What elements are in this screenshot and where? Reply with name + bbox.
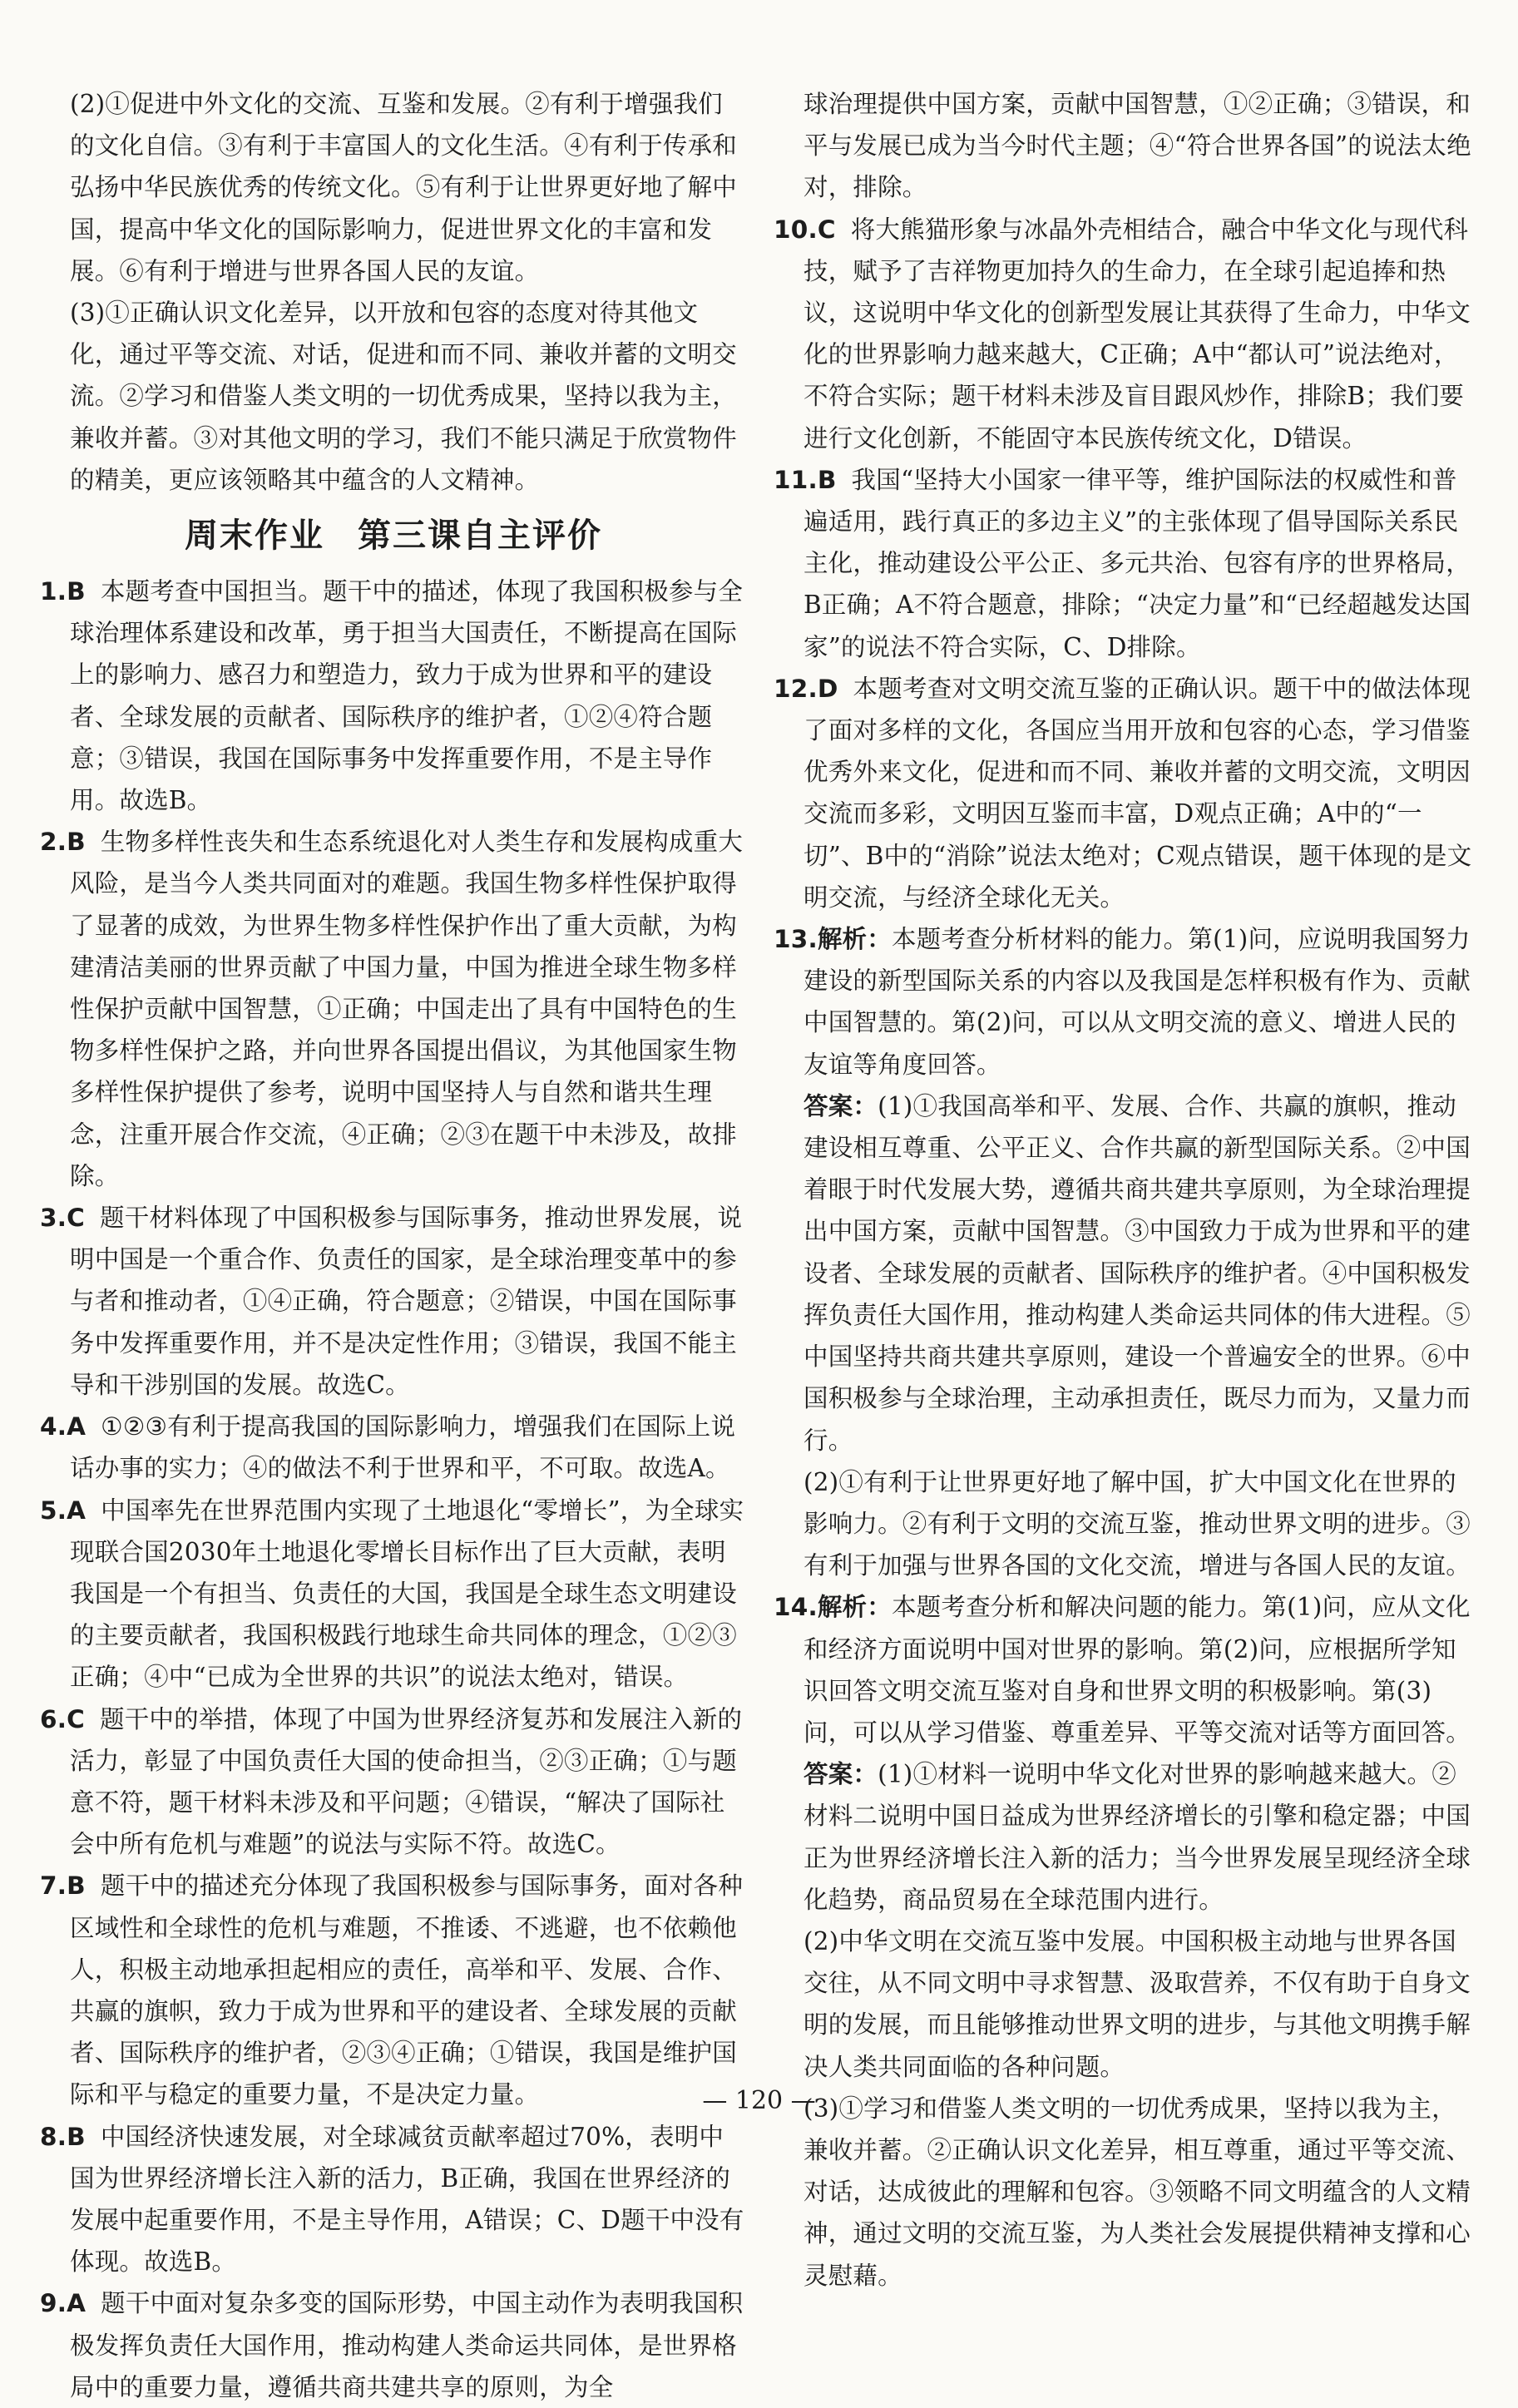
question-13 [774, 918, 1481, 1085]
question-explanation: 我国“坚持大小国家一律平等，维护国际法的权威性和普遍适用，践行真正的多边主义”的主张体现了倡导国际关系民主化，推动建设公平公正、多元共治、包容有序的世界格局，B正确；A不符合题意，排除；“决定力量”和“已经超越发达国家”的说法不符合实际，C、D排除。 [804, 465, 1471, 661]
question-number: 10. [774, 215, 818, 244]
answer-letter: D [817, 674, 838, 703]
question-13-answer-2: (2)①有利于让世界更好地了解中国，扩大中国文化在世界的影响力。②有利于文明的交流互鉴，推动世界文明的进步。③有利于加强与世界各国的文化交流，增进与各国人民的友谊。 [804, 1467, 1471, 1580]
question-explanation: 题干中的描述充分体现了我国积极参与国际事务，面对各种区域性和全球性的危机与难题，不推诿、不逃避，也不依赖他人，积极主动地承担起相应的责任，高举和平、发展、合作、共赢的旗帜，致力于成为世界和平的建设者、全球发展的贡献者、国际秩序的维护者，②③④正确；①错误，我国是维护国际和平与稳定的重要力量，不是决定力量。 [70, 1872, 744, 2109]
question-number: 8. [40, 2122, 67, 2151]
question-number: 14. [774, 1593, 818, 1622]
section-title [40, 511, 747, 561]
right-column [774, 83, 1481, 2297]
page-number: — 120 — [702, 2086, 816, 2115]
question-9-continued: 球治理提供中国方案，贡献中国智慧，①②正确；③错误，和平与发展已成为当今时代主题；④“符合世界各国”的说法太绝对，排除。 [804, 90, 1471, 202]
left-column [40, 83, 747, 2408]
answer-label: 答案： [804, 1760, 878, 1789]
section-title-sub: 第三课自主评价 [358, 517, 602, 556]
answer-letter: C [817, 215, 836, 244]
answer-letter: B [817, 465, 837, 494]
question-13-answer-1 [804, 1085, 1481, 1461]
answer-letter: B [67, 1872, 86, 1901]
question-number: 6. [40, 1704, 67, 1733]
section-title-main: 周末作业 [185, 517, 324, 556]
answer-letter: A [67, 1412, 87, 1441]
question-number: 5. [40, 1496, 67, 1525]
question-2 [40, 821, 747, 1197]
question-number: 12. [774, 674, 818, 703]
answer-letter: A [67, 1496, 87, 1525]
question-14-answer-2: (2)中华文明在交流互鉴中发展。中国积极主动地与世界各国交往，从不同文明中寻求智慧、汲取营养，不仅有助于自身文明的发展，而且能够推动世界文明的进步，与其他文明携手解决人类共同面临的各种问题。 [804, 1926, 1471, 2081]
question-14-answer-3: (3)①学习和借鉴人类文明的一切优秀成果，坚持以我为主，兼收并蓄。②正确认识文化差异，相互尊重，通过平等交流、对话，达成彼此的理解和包容。③领略不同文明蕴含的人文精神，通过文明的交流互鉴，为人类社会发展提供精神支撑和心灵慰藉。 [804, 2094, 1471, 2290]
question-14-answer-1 [804, 1753, 1481, 1921]
question-11 [774, 459, 1481, 668]
question-14 [774, 1586, 1481, 1753]
question-3 [40, 1197, 747, 1406]
answer-letter: B [67, 577, 86, 606]
question-number: 4. [40, 1412, 67, 1441]
question-explanation: 题干中的举措，体现了中国为世界经济复苏和发展注入新的活力，彰显了中国负责任大国的使命担当，②③正确；①与题意不符，题干材料未涉及和平问题；④错误，“解决了国际社会中所有危机与难题”的说法与实际不符。故选C。 [70, 1704, 743, 1859]
answer-letter: C [67, 1704, 85, 1733]
question-explanation: 本题考查对文明交流互鉴的正确认识。题干中的做法体现了面对多样的文化，各国应当用开放和包容的心态，学习借鉴优秀外来文化，促进和而不同、兼收并蓄的文明交流，文明因交流而多彩，文明因互鉴而丰富，D观点正确；A中的“一切”、B中的“消除”说法太绝对；C观点错误，题干体现的是文明交流，与经济全球化无关。 [804, 674, 1472, 912]
question-1 [40, 571, 747, 821]
question-number: 2. [40, 828, 67, 857]
question-explanation: 中国率先在世界范围内实现了土地退化“零增长”，为全球实现联合国2030年土地退化零增长目标作出了巨大贡献，表明我国是一个有担当、负责任的大国，我国是全球生态文明建设的主要贡献者，我国积极践行地球生命共同体的理念，①②③正确；④中“已成为全世界的共识”的说法太绝对，错误。 [70, 1496, 744, 1692]
question-explanation: ①②③有利于提高我国的国际影响力，增强我们在国际上说话办事的实力；④的做法不利于世界和平，不可取。故选A。 [70, 1412, 736, 1483]
question-explanation: 将大熊猫形象与冰晶外壳相结合，融合中华文化与现代科技，赋予了吉祥物更加持久的生命力，在全球引起追捧和热议，这说明中华文化的创新型发展让其获得了生命力，中华文化的世界影响力越来越大，C正确；A中“都认可”说法绝对，不符合实际；题干材料未涉及盲目跟风炒作，排除B；我们要进行文化创新，不能固守本民族传统文化，D错误。 [804, 215, 1471, 452]
analysis-label: 解析： [817, 925, 892, 954]
question-6 [40, 1698, 747, 1866]
answer-letter: B [67, 2122, 86, 2151]
question-explanation: 题干材料体现了中国积极参与国际事务，推动世界发展，说明中国是一个重合作、负责任的国家，是全球治理变革中的参与者和推动者，①④正确，符合题意；②错误，中国在国际事务中发挥重要作用，并不是决定性作用；③错误，我国不能主导和干涉别国的发展。故选C。 [70, 1204, 743, 1399]
question-number: 9. [40, 2289, 67, 2318]
question-9 [40, 2282, 747, 2408]
answer-letter: C [67, 1204, 85, 1233]
question-number: 1. [40, 577, 67, 606]
question-explanation: 生物多样性丧失和生态系统退化对人类生存和发展构成重大风险，是当今人类共同面对的难题。我国生物多样性保护取得了显著的成效，为世界生物多样性保护作出了重大贡献，为构建清洁美丽的世界贡献了中国力量，中国为推进全球生物多样性保护贡献中国智慧，①正确；中国走出了具有中国特色的生物多样性保护之路，并向世界各国提出倡议，为其他国家生物多样性保护提供了参考，说明中国坚持人与自然和谐共生理念，注重开展合作交流，④正确；②③在题干中未涉及，故排除。 [70, 828, 744, 1190]
question-12 [774, 668, 1481, 918]
question-8 [40, 2116, 747, 2283]
question-explanation: 本题考查中国担当。题干中的描述，体现了我国积极参与全球治理体系建设和改革，勇于担当大国责任，不断提高在国际上的影响力、感召力和塑造力，致力于成为世界和平的建设者、全球发展的贡献者、国际秩序的维护者，①②④符合题意；③错误，我国在国际事务中发挥重要作用，不是主导作用。故选B。 [70, 577, 744, 815]
answer-letter: B [67, 828, 86, 857]
analysis-label: 解析： [817, 1593, 892, 1622]
analysis-text: 本题考查分析和解决问题的能力。第(1)问，应从文化和经济方面说明中国对世界的影响。第(2)问，应根据所学知识回答文明交流互鉴对自身和世界文明的积极影响。第(3)问，可以从学习借鉴、尊重差异、平等交流对话等方面回答。 [804, 1593, 1471, 1747]
answer-text: (1)①我国高举和平、发展、合作、共赢的旗帜，推动建设相互尊重、公平正义、合作共赢的新型国际关系。②中国着眼于时代发展大势，遵循共商共建共享原则，为全球治理提出中国方案，贡献中国智慧。③中国致力于成为世界和平的建设者、全球发展的贡献者、国际秩序的维护者。④中国积极发挥负责任大国作用，推动构建人类命运共同体的伟大进程。⑤中国坚持共商共建共享原则，建设一个普遍安全的世界。⑥中国积极参与全球治理，主动承担责任，既尽力而为，又量力而行。 [804, 1091, 1471, 1455]
analysis-text: 本题考查分析材料的能力。第(1)问，应说明我国努力建设的新型国际关系的内容以及我国是怎样积极有作为、贡献中国智慧的。第(2)问，可以从文明交流的意义、增进人民的友谊等角度回答。 [804, 925, 1471, 1079]
answer-text: (1)①材料一说明中华文化对世界的影响越来越大。②材料二说明中国日益成为世界经济增长的引擎和稳定器；中国正为世界经济增长注入新的活力；当今世界发展呈现经济全球化趋势，商品贸易在全球范围内进行。 [804, 1760, 1471, 1914]
intro-paragraph-2: (2)①促进中外文化的交流、互鉴和发展。②有利于增强我们的文化自信。③有利于丰富国人的文化生活。④有利于传承和弘扬中华民族优秀的传统文化。⑤有利于让世界更好地了解中国，提高中华文化的国际影响力，促进世界文化的丰富和发展。⑥有利于增进与世界各国人民的友谊。 [70, 90, 737, 285]
question-4 [40, 1406, 747, 1489]
intro-paragraph-3: (3)①正确认识文化差异，以开放和包容的态度对待其他文化，通过平等交流、对话，促进和而不同、兼收并蓄的文明交流。②学习和借鉴人类文明的一切优秀成果，坚持以我为主，兼收并蓄。③对其他文明的学习，我们不能只满足于欣赏物件的精美，更应该领略其中蕴含的人文精神。 [70, 299, 737, 494]
question-10 [774, 209, 1481, 459]
question-number: 11. [774, 465, 818, 494]
answer-label: 答案： [804, 1091, 878, 1120]
question-number: 3. [40, 1204, 67, 1233]
answer-letter: A [67, 2289, 87, 2318]
question-5 [40, 1490, 747, 1698]
question-7 [40, 1865, 747, 2115]
question-number: 13. [774, 925, 818, 954]
question-explanation: 中国经济快速发展，对全球减贫贡献率超过70%，表明中国为世界经济增长注入新的活力，B正确，我国在世界经济的发展中起重要作用，不是主导作用，A错误；C、D题干中没有体现。故选B。 [70, 2122, 744, 2277]
question-explanation: 题干中面对复杂多变的国际形势，中国主动作为表明我国积极发挥负责任大国作用，推动构建人类命运共同体，是世界格局中的重要力量，遵循共商共建共享的原则，为全 [70, 2289, 744, 2401]
question-number: 7. [40, 1872, 67, 1901]
